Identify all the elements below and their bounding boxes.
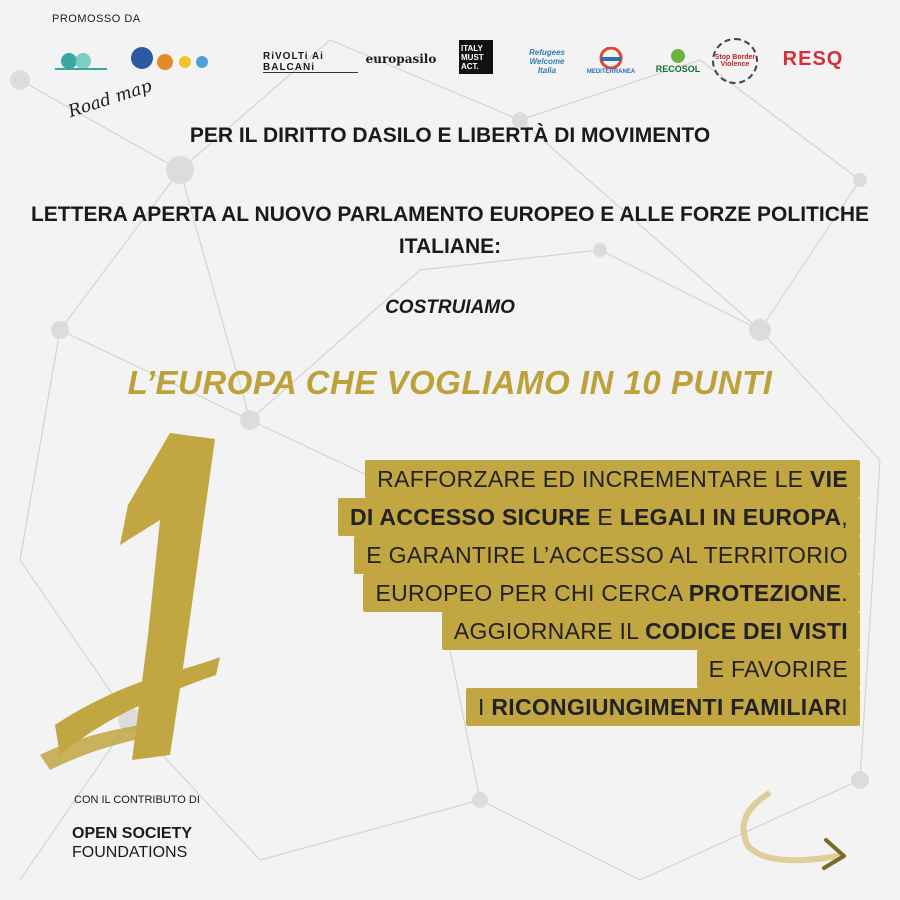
roadmap-label: Road map xyxy=(65,76,155,122)
point-text-line xyxy=(466,688,860,726)
point-text-bold: RICONGIUNGIMENTI FAMILIAR xyxy=(491,694,842,720)
point-text-segment: E GARANTIRE L’ACCESSO AL TERRITORIO xyxy=(366,542,848,568)
partner-logos xyxy=(45,36,865,86)
osf-line-2: FOUNDATIONS xyxy=(72,844,188,861)
point-text-bold: CODICE DEI VISTI xyxy=(645,618,848,644)
refugees-welcome-logo: Refugees Welcome Italia xyxy=(528,47,565,75)
title-line-2: LETTERA APERTA AL NUOVO PARLAMENTO EUROPEO E ALLE FORZE POLITICHE ITALIANE: xyxy=(30,203,870,258)
point-text-line xyxy=(365,460,860,498)
point-text-segment: AGGIORNARE IL xyxy=(453,618,646,644)
point-number-graphic xyxy=(20,425,230,775)
recosol-logo: RECOSOL xyxy=(643,38,713,84)
italy-must-act-logo: ITALY MUST ACT. xyxy=(459,40,493,74)
contrib-label: CON IL CONTRIBUTO DI xyxy=(74,794,200,806)
cnca-logo xyxy=(130,42,220,80)
point-text-bold: LEGALI IN EUROPA xyxy=(619,504,842,530)
title-line-3: COSTRUIAMO xyxy=(385,297,515,318)
next-arrow-icon[interactable] xyxy=(728,776,868,876)
title-line-1: PER IL DIRITTO DASILO E LIBERTÀ DI MOVIMENTO xyxy=(189,124,711,147)
point-text-bold: DI ACCESSO SICURE xyxy=(349,504,591,530)
point-text-segment: I xyxy=(477,694,492,720)
point-text-segment: RAFFORZARE ED INCREMENTARE LE xyxy=(377,466,811,492)
rivolti-ai-balcani-logo: RiVOLTi Ai BALCANi xyxy=(263,52,358,73)
point-text-segment: . xyxy=(841,580,848,606)
point-text-segment: E xyxy=(590,504,620,530)
point-text-line xyxy=(697,650,860,688)
point-text-line xyxy=(338,498,860,536)
point-text-bold: PROTEZIONE xyxy=(688,580,842,606)
point-text-segment: , xyxy=(841,504,848,530)
point-text-line xyxy=(363,574,860,612)
resq-logo: RESQ xyxy=(782,47,844,70)
point-text-segment: E FAVORIRE xyxy=(708,656,848,682)
mediterranea-logo: MEDITERRANEA xyxy=(589,40,633,82)
point-text-bold: VIE xyxy=(810,466,848,492)
promosso-label: PROMOSSO DA xyxy=(52,13,141,25)
open-society-foundations-logo xyxy=(72,824,192,862)
point-text-segment: EUROPEO PER CHI CERCA xyxy=(375,580,689,606)
point-text-line xyxy=(442,612,860,650)
headline: L’EUROPA CHE VOGLIAMO IN 10 PUNTI xyxy=(127,364,773,401)
europasilo-logo: europasilo xyxy=(365,52,437,66)
stop-border-violence-logo: Stop Border Violence xyxy=(712,38,758,84)
point-text-segment: I xyxy=(841,694,848,720)
osf-line-1: OPEN SOCIETY xyxy=(72,825,193,842)
ong-logo xyxy=(51,48,111,74)
point-text-line xyxy=(354,536,860,574)
point-text-block xyxy=(338,460,860,726)
